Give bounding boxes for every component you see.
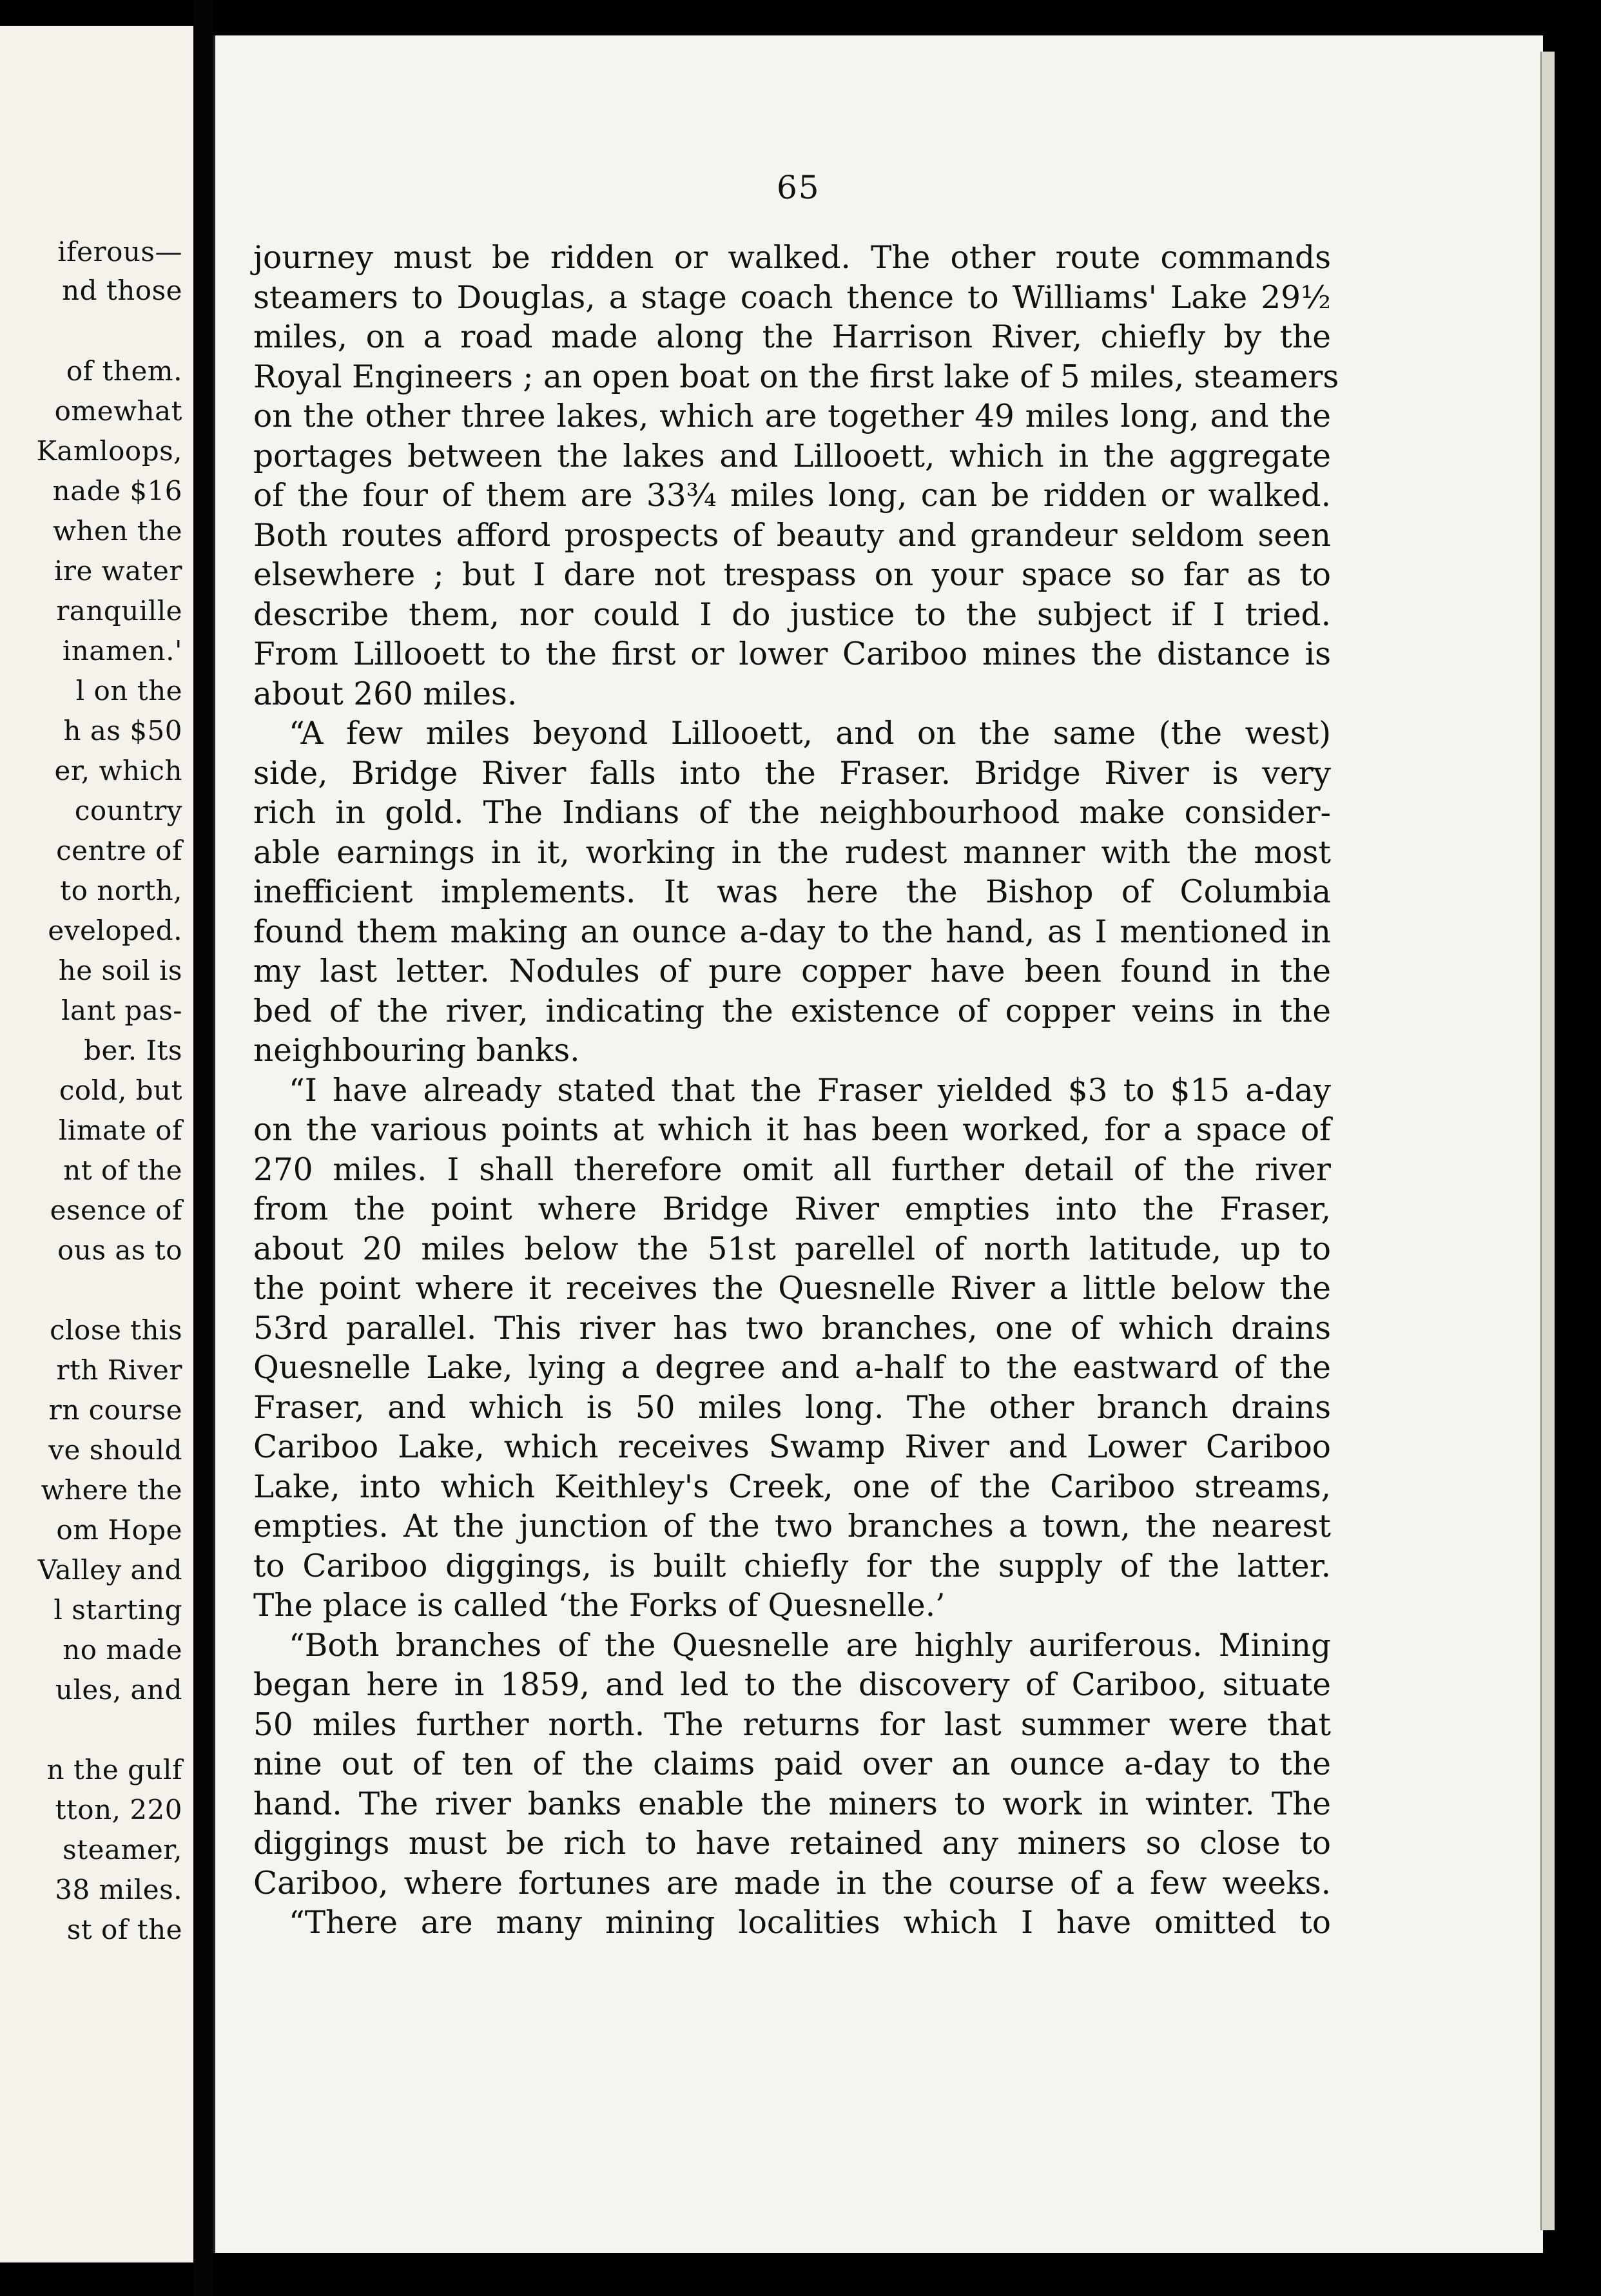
left-text-line: nt of the	[63, 1154, 182, 1186]
text-line: Cariboo Lake, which receives Swamp River and Lower Cariboo	[253, 1429, 1331, 1465]
text-line: Both routes afford prospects of beauty and grandeur seldom seen	[253, 517, 1331, 554]
text-line: “There are many mining localities which I have omitted to	[289, 1905, 1331, 1941]
page-edge	[1540, 52, 1555, 2230]
left-text-line: limate of	[58, 1114, 182, 1146]
text-line: empties. At the junction of the two branches a town, the nearest	[253, 1508, 1331, 1544]
page-number: 65	[777, 169, 820, 206]
left-text-line: centre of	[56, 835, 182, 866]
left-text-line: l starting	[53, 1594, 182, 1626]
text-line: neighbouring banks.	[253, 1033, 580, 1069]
left-text-line: inamen.'	[62, 635, 182, 666]
text-line: side, Bridge River falls into the Fraser. Bridge River is very	[253, 755, 1331, 792]
text-line: rich in gold. The Indians of the neighbourhood make consider-	[253, 795, 1331, 831]
text-line: Lake, into which Keithley's Creek, one of the Cariboo streams,	[253, 1468, 1331, 1505]
left-text-line: h as $50	[63, 715, 182, 746]
left-text-line: eveloped.	[48, 915, 182, 946]
text-line: on the various points at which it has been worked, for a space of	[253, 1112, 1331, 1148]
text-line: from the point where Bridge River empties into the Fraser,	[253, 1191, 1331, 1227]
left-text-line: he soil is	[58, 955, 182, 986]
left-text-line: Valley and	[37, 1554, 182, 1586]
left-text-line: ire water	[53, 555, 182, 587]
left-text-line: om Hope	[56, 1514, 182, 1546]
text-line: “I have already stated that the Fraser yielded $3 to $15 a-day	[289, 1072, 1331, 1109]
page-body	[253, 238, 1339, 1943]
left-text-line: ranquille	[56, 595, 182, 627]
left-text-line: ous as to	[57, 1234, 182, 1266]
text-line: “A few miles beyond Lillooett, and on the same (the west)	[289, 715, 1331, 752]
left-text-line: cold, but	[59, 1075, 182, 1106]
text-line: 53rd parallel. This river has two branches, one of which drains	[253, 1310, 1331, 1347]
text-line: hand. The river banks enable the miners to work in winter. The	[253, 1785, 1331, 1822]
left-text-line: lant pas-	[61, 995, 182, 1026]
text-line: to Cariboo diggings, is built chiefly for the supply of the latter.	[253, 1548, 1331, 1584]
text-line: journey must be ridden or walked. The other route commands	[253, 240, 1331, 276]
text-line: miles, on a road made along the Harrison River, chiefly by the	[253, 319, 1331, 355]
text-line: my last letter. Nodules of pure copper have been found in the	[253, 953, 1331, 989]
text-line: elsewhere ; but I dare not trespass on your space so far as to	[253, 557, 1331, 593]
left-text-line: rn course	[48, 1394, 182, 1426]
left-text-line: rth River	[56, 1354, 182, 1386]
left-text-line: ules, and	[55, 1674, 182, 1706]
text-line: “Both branches of the Quesnelle are highly auriferous. Mining	[289, 1627, 1331, 1664]
text-line: 50 miles further north. The returns for last summer were that	[253, 1706, 1331, 1743]
text-line: 270 miles. I shall therefore omit all further detail of the river	[253, 1151, 1331, 1188]
text-line: bed of the river, indicating the existence of copper veins in the	[253, 993, 1331, 1029]
text-line: portages between the lakes and Lillooett, which in the aggregate	[253, 438, 1331, 474]
book-gutter	[193, 0, 213, 2296]
text-line: nine out of ten of the claims paid over an ounce a-day to the	[253, 1746, 1331, 1782]
text-line: found them making an ounce a-day to the hand, as I mentioned in	[253, 913, 1331, 950]
text-line: steamers to Douglas, a stage coach thence to Williams' Lake 29½	[253, 279, 1331, 316]
left-page-fragment	[0, 26, 199, 2262]
text-line: the point where it receives the Quesnelle River a little below the	[253, 1270, 1331, 1307]
left-text-line: tton, 220	[55, 1794, 182, 1825]
text-line: diggings must be rich to have retained any miners so close to	[253, 1825, 1331, 1862]
left-text-line: omewhat	[54, 395, 182, 427]
left-text-line: when the	[52, 515, 182, 547]
left-text-line: Kamloops,	[36, 435, 182, 467]
left-text-line: to north,	[60, 875, 182, 906]
text-line: about 260 miles.	[253, 676, 518, 712]
left-text-line: steamer,	[63, 1834, 182, 1865]
left-text-line: er, which	[54, 755, 182, 786]
left-text-line: n the gulf	[46, 1754, 182, 1785]
left-text-line: nade $16	[52, 475, 182, 507]
left-text-line: no made	[63, 1634, 182, 1666]
left-text-line: st of the	[66, 1914, 182, 1945]
left-text-line: l on the	[75, 675, 182, 706]
left-text-line: 38 miles.	[55, 1874, 182, 1905]
text-line: Quesnelle Lake, lying a degree and a-half to the eastward of the	[253, 1350, 1331, 1386]
left-text-line: esence of	[50, 1194, 182, 1226]
text-line: Fraser, and which is 50 miles long. The other branch drains	[253, 1389, 1331, 1426]
text-line: From Lillooett to the first or lower Cariboo mines the distance is	[253, 636, 1331, 672]
left-text-line: nd those	[62, 275, 182, 306]
text-line: inefficient implements. It was here the Bishop of Columbia	[253, 874, 1331, 910]
text-line: describe them, nor could I do justice to the subject if I tried.	[253, 596, 1331, 633]
text-line: Royal Engineers ; an open boat on the first lake of 5 miles, steamers	[253, 358, 1339, 395]
left-text-line: ve should	[48, 1434, 182, 1466]
text-line: The place is called ‘the Forks of Quesnelle.’	[253, 1588, 946, 1624]
text-line: Cariboo, where fortunes are made in the course of a few weeks.	[253, 1865, 1331, 1902]
left-text-line: iferous—	[57, 236, 182, 268]
left-text-line: ber. Its	[84, 1035, 182, 1066]
text-line: of the four of them are 33¾ miles long, can be ridden or walked.	[253, 478, 1331, 514]
left-text-line: of them.	[66, 355, 182, 387]
left-text-line: where the	[41, 1474, 182, 1506]
text-line: began here in 1859, and led to the discovery of Cariboo, situate	[253, 1667, 1331, 1703]
text-line: about 20 miles below the 51st parellel of north latitude, up to	[253, 1231, 1331, 1267]
text-line: able earnings in it, working in the rudest manner with the most	[253, 834, 1331, 871]
left-text-line: country	[74, 795, 182, 826]
text-line: on the other three lakes, which are together 49 miles long, and the	[253, 398, 1331, 434]
left-text-line: close this	[50, 1314, 182, 1346]
